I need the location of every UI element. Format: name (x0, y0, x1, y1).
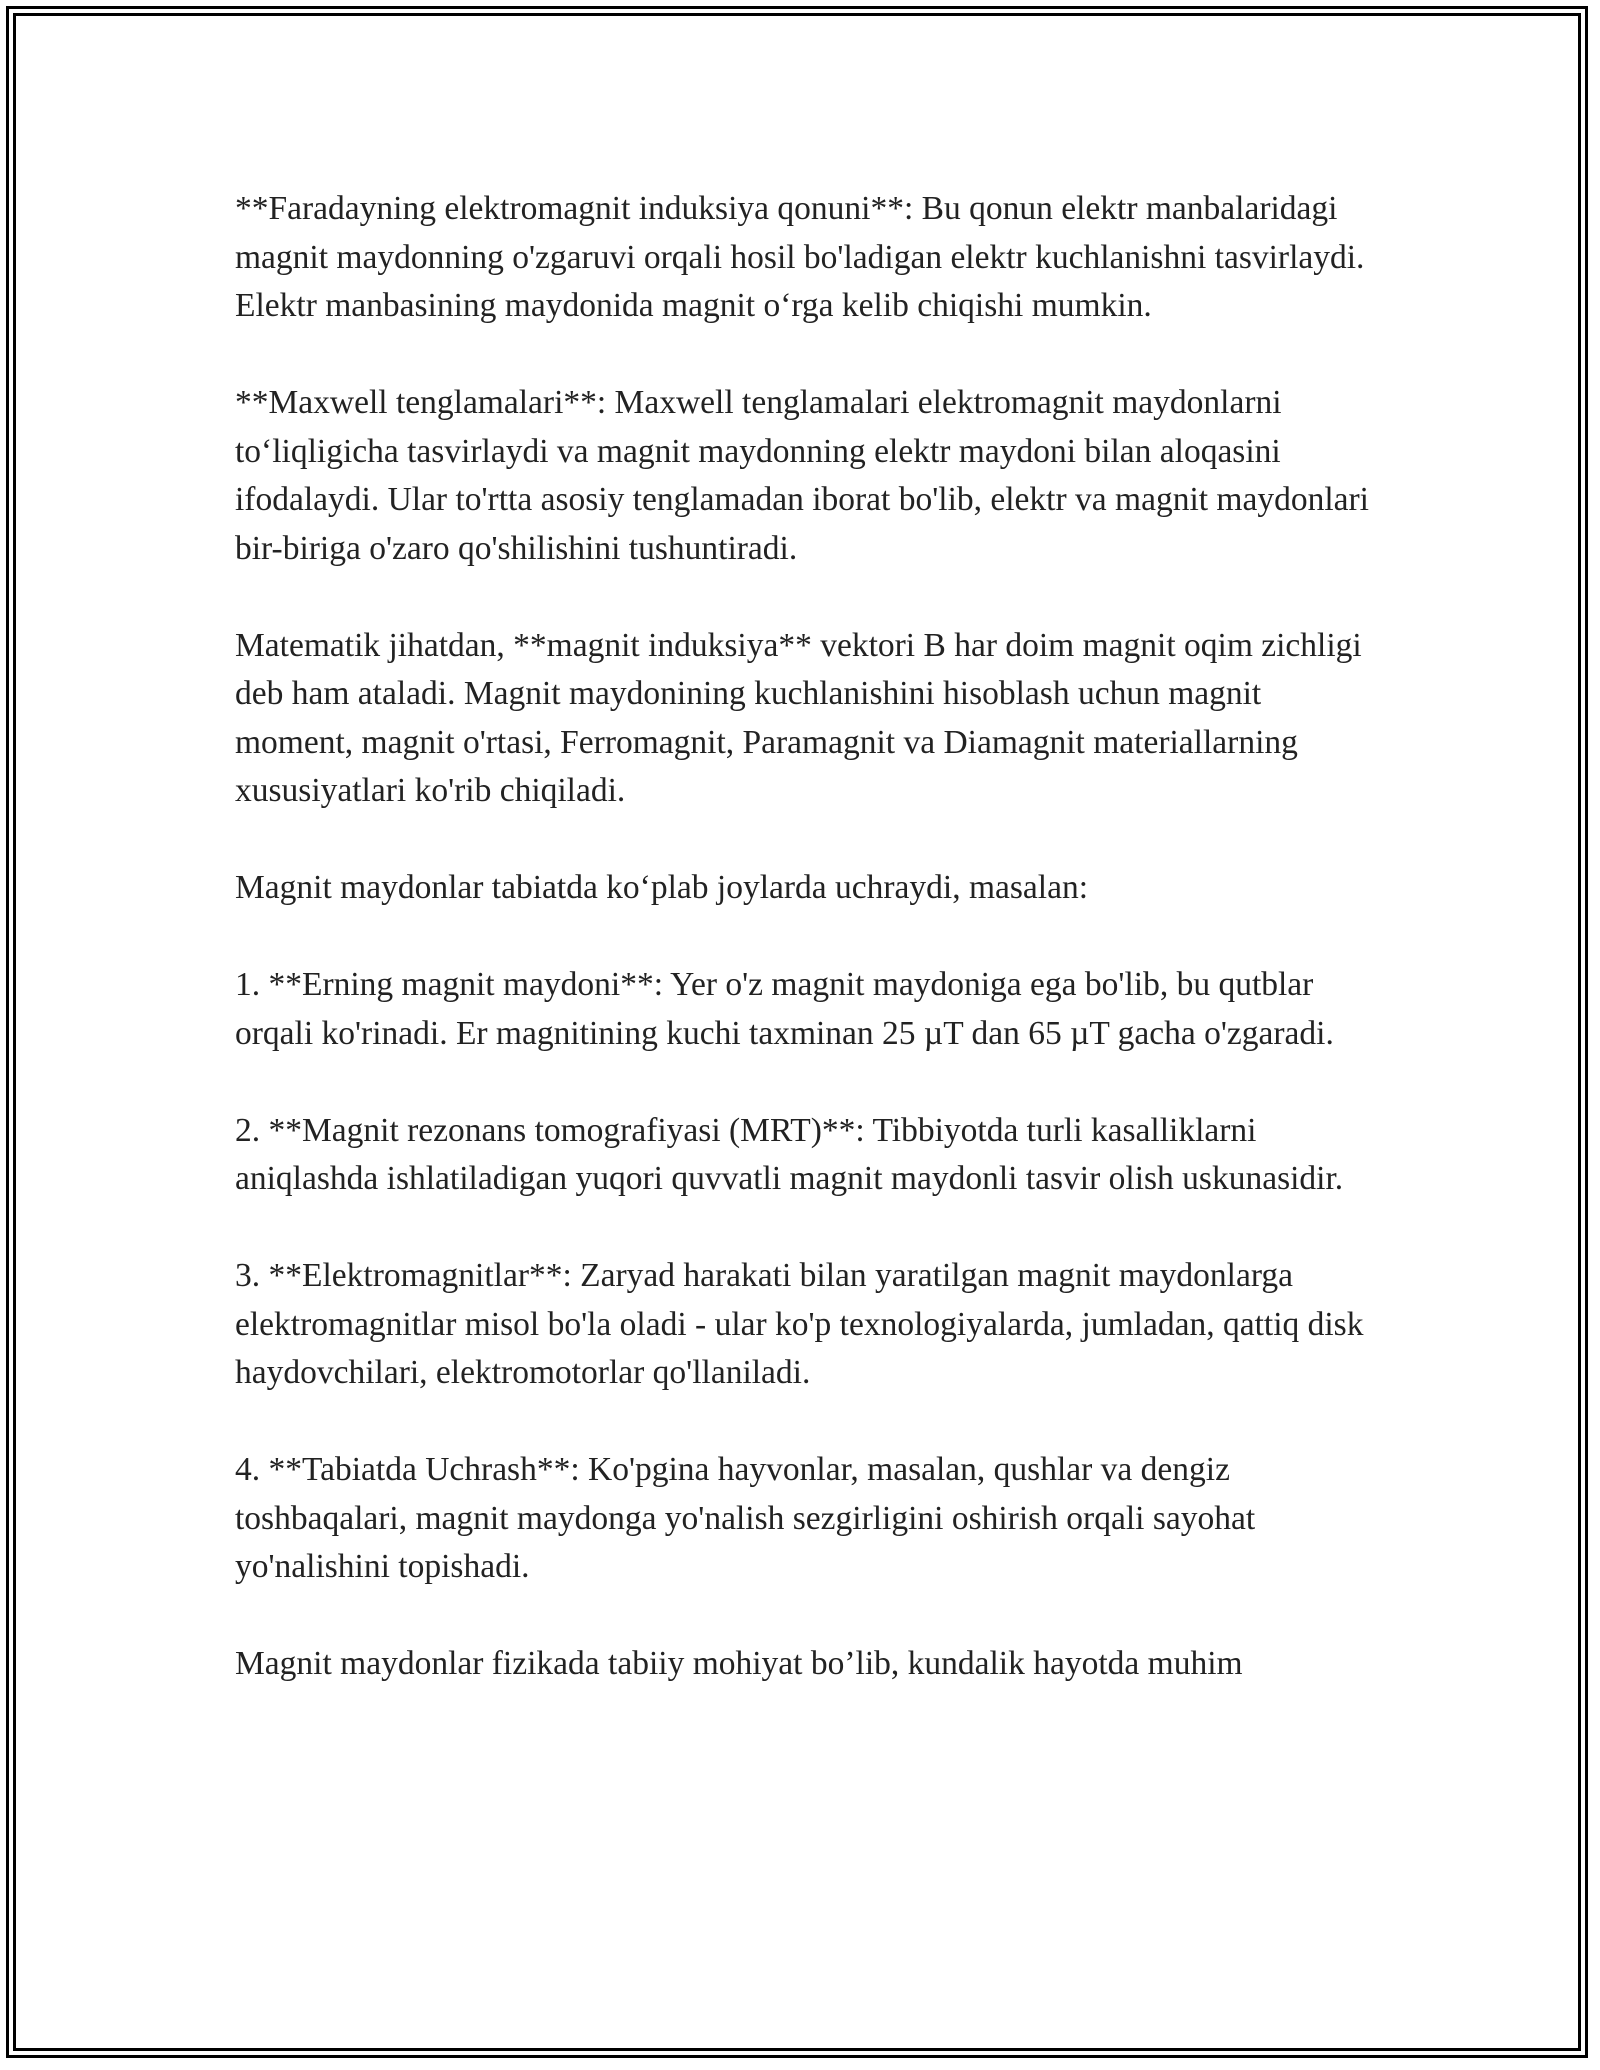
paragraph-nature-intro: Magnit maydonlar tabiatda ko‘plab joylarda uchraydi, masalan: (235, 869, 1089, 906)
paragraph-faraday-law: **Faradayning elektromagnit induksiya qonuni**: Bu qonun elektr manbalaridagi magnit maydonning o'zgaruvi orqali hosil bo'ladigan elektr kuchlanishni tasvirlaydi. Elektr manbasining maydonida magnit o‘rga kelib chiqishi mumkin. (235, 190, 1365, 324)
list-item-electromagnets: 3. **Elektromagnitlar**: Zaryad harakati bilan yaratilgan magnit maydonlarga elektromagnitlar misol bo'la oladi - ular ko'p texnologiyalarda, jumladan, qattiq disk haydovchilari, elektromotorlar qo'llaniladi. (235, 1257, 1364, 1391)
paragraph-magnetic-induction: Matematik jihatdan, **magnit induksiya** vektori B har doim magnit oqim zichligi deb ham ataladi. Magnit maydonining kuchlanishini hisoblash uchun magnit moment, magnit o'rtasi, Ferromagnit, Paramagnit va Diamagnit materiallarning xususiyatlari ko'rib chiqiladi. (235, 626, 1362, 809)
document-body (235, 185, 1375, 1737)
paragraph-conclusion: Magnit maydonlar fizikada tabiiy mohiyat bo’lib, kundalik hayotda muhim (235, 1645, 1243, 1682)
list-item-earth-field: 1. **Erning magnit maydoni**: Yer o'z magnit maydoniga ega bo'lib, bu qutblar orqali ko'rinadi. Er magnitining kuchi taxminan 25 µT dan 65 µT gacha o'zgaradi. (235, 966, 1334, 1052)
list-item-nature: 4. **Tabiatda Uchrash**: Ko'pgina hayvonlar, masalan, qushlar va dengiz toshbaqalari, magnit maydonga yo'nalish sezgirligini oshirish orqali sayohat yo'nalishini topishadi. (235, 1451, 1256, 1585)
list-item-mri: 2. **Magnit rezonans tomografiyasi (MRT)**: Tibbiyotda turli kasalliklarni aniqlashda ishlatiladigan yuqori quvvatli magnit maydonli tasvir olish uskunasidir. (235, 1111, 1344, 1197)
paragraph-maxwell-equations: **Maxwell tenglamalari**: Maxwell tenglamalari elektromagnit maydonlarni to‘liqligicha tasvirlaydi va magnit maydonning elektr maydoni bilan aloqasini ifodalaydi. Ular to'rtta asosiy tenglamadan iborat bo'lib, elektr va magnit maydonlari bir-biriga o'zaro qo'shilishini tushuntiradi. (235, 384, 1369, 567)
